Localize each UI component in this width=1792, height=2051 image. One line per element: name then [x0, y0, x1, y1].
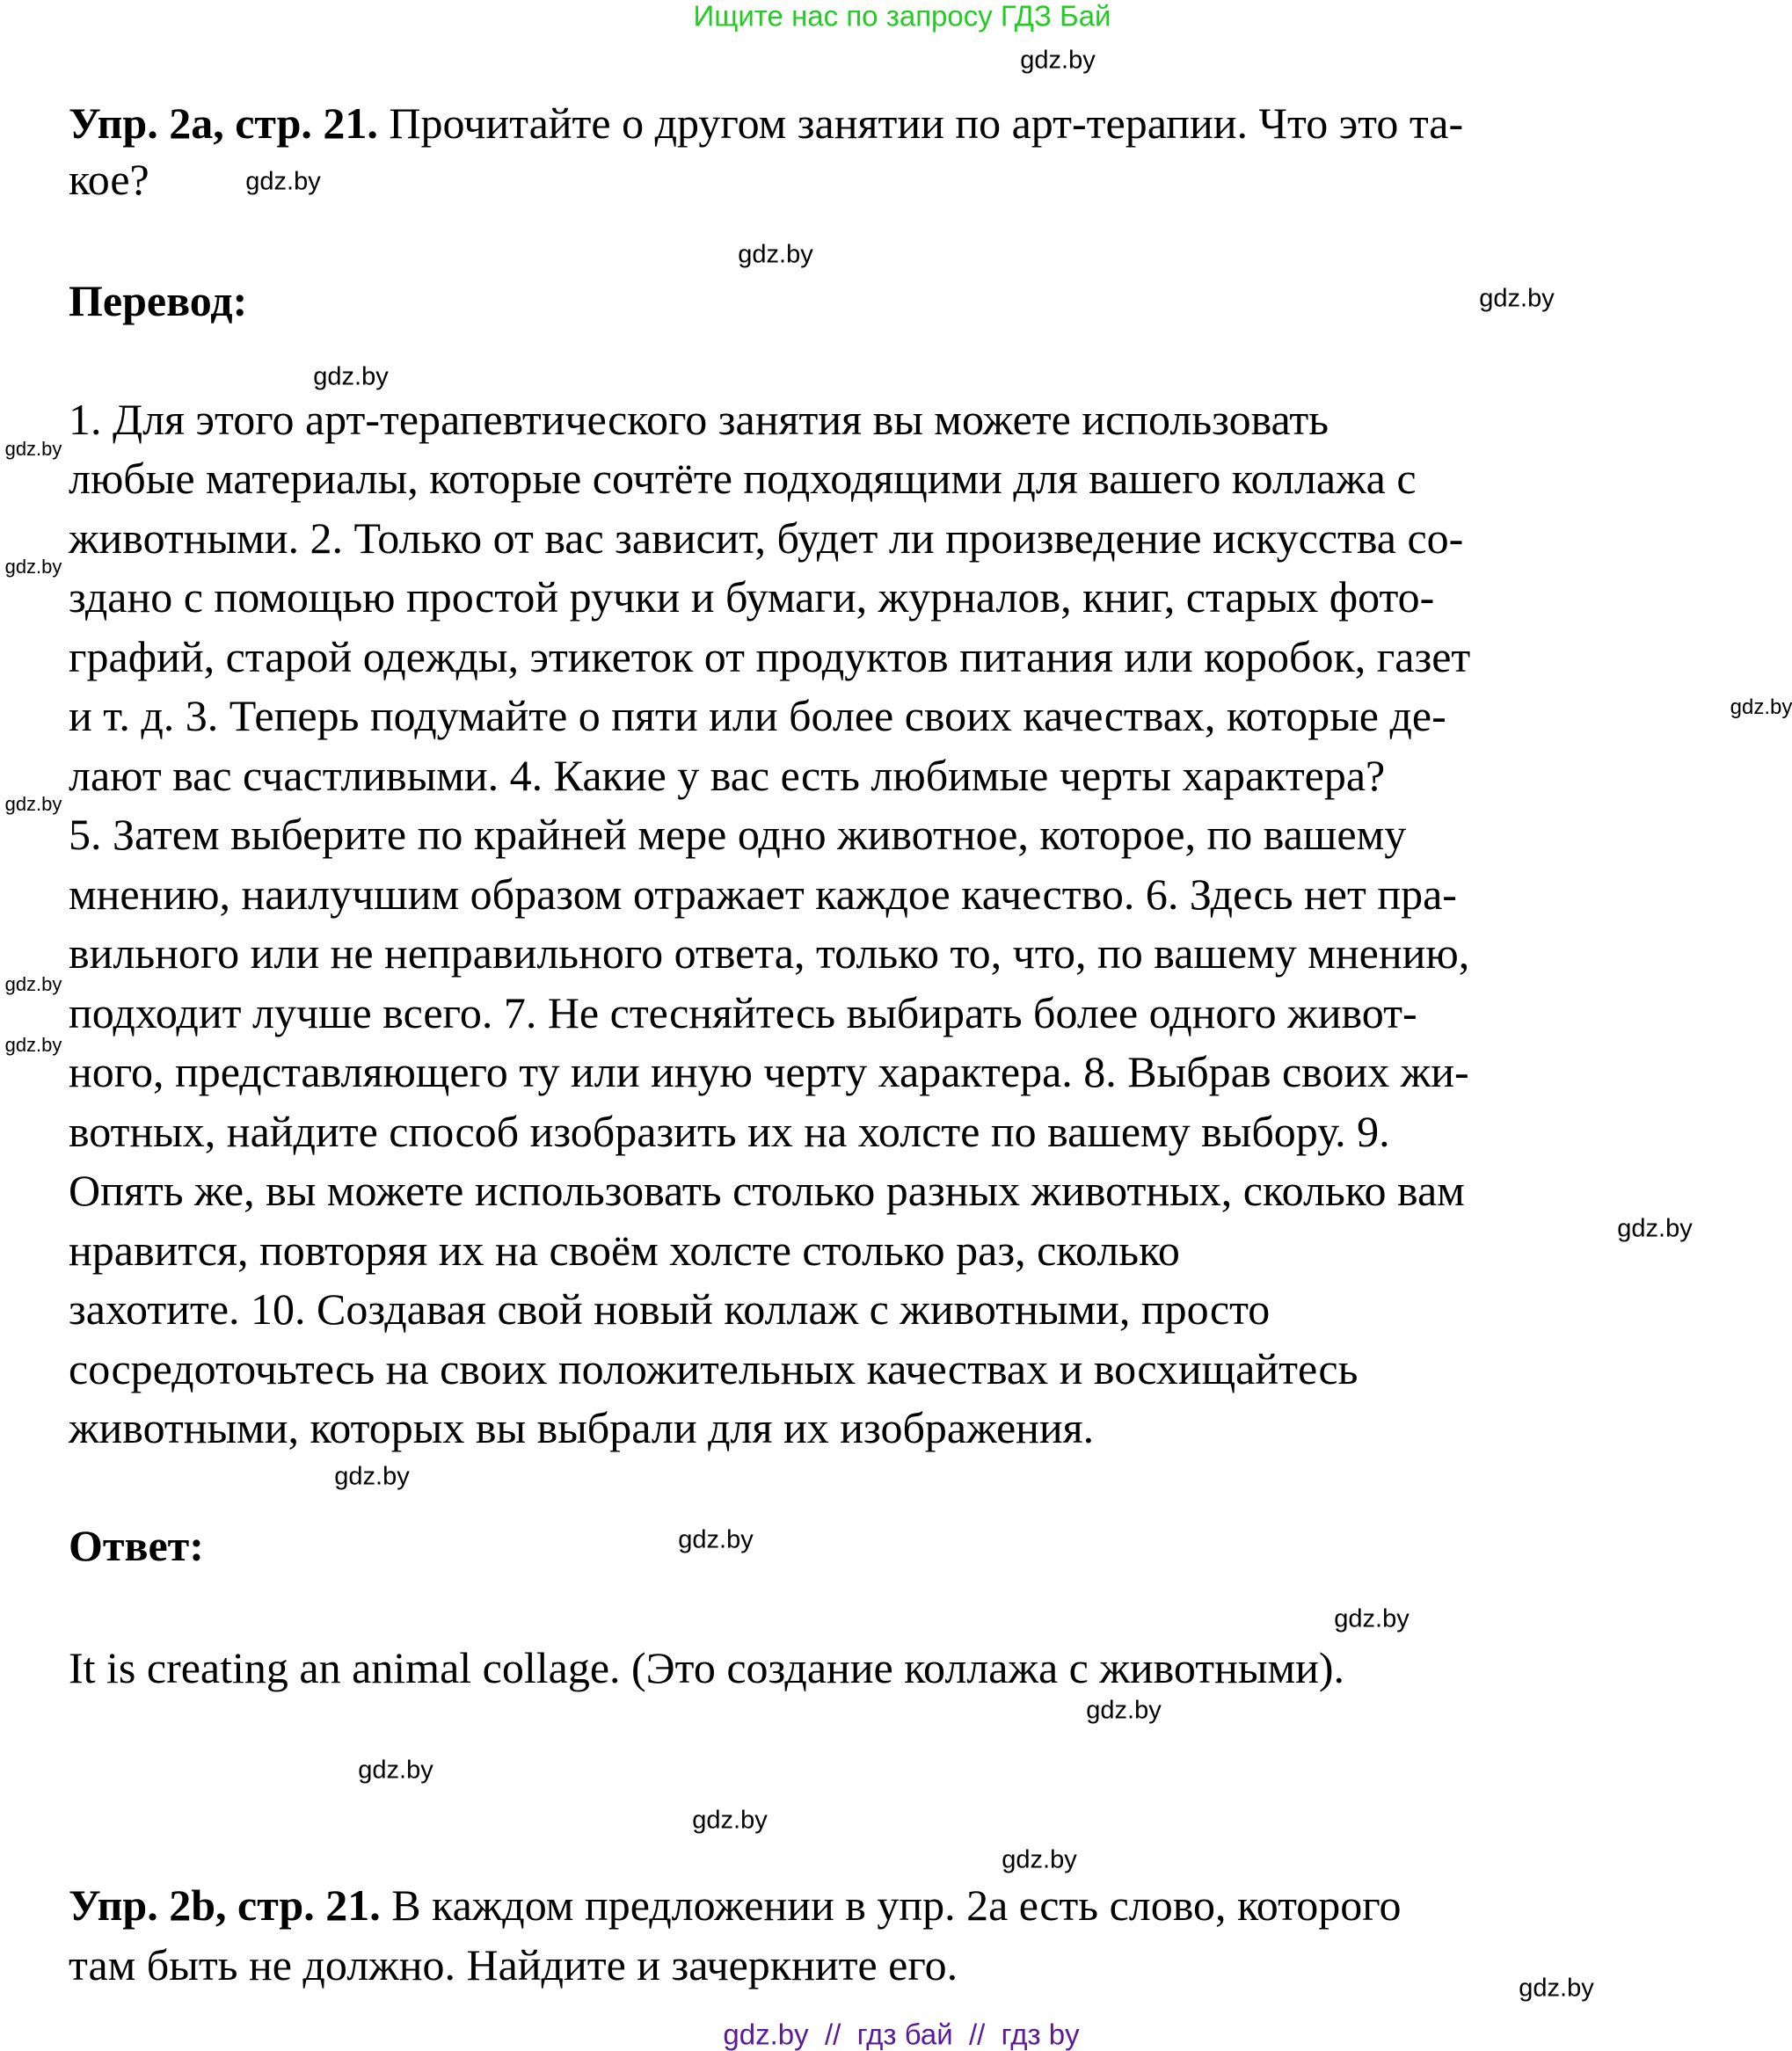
translation-line: здано с помощью простой ручки и бумаги, журналов, книг, старых фото- [69, 572, 1435, 622]
watermark: gdz.by [1020, 46, 1096, 75]
translation-line: животными. 2. Только от вас зависит, будет ли произведение искусства со- [69, 513, 1464, 563]
watermark: gdz.by [692, 1806, 768, 1835]
translation-line: сосредоточьтесь на своих положительных качествах и восхищайтесь [69, 1344, 1359, 1393]
watermark: gdz.by [4, 1034, 62, 1056]
translation-line: подходит лучше всего. 7. Не стесняйтесь выбирать более одного живот- [69, 988, 1417, 1037]
translation-line: 5. Затем выберите по крайней мере одно животное, которое, по вашему [69, 810, 1407, 859]
translation-line: вильного или не неправильного ответа, только то, что, по вашему мнению, [69, 928, 1470, 978]
translation-line: вотных, найдите способ изобразить их на холсте по вашему выбору. 9. [69, 1107, 1390, 1156]
watermark: gdz.by [1730, 695, 1792, 719]
watermark: gdz.by [1002, 1845, 1077, 1874]
translation-line: ного, представляющего ту или иную черту характера. 8. Выбрав своих жи- [69, 1047, 1469, 1096]
translation-line: лают вас счастливыми. 4. Какие у вас есть любимые черты характера? [69, 751, 1386, 800]
translation-line: и т. д. 3. Теперь подумайте о пяти или более своих качествах, которые де- [69, 691, 1446, 740]
exercise-2a-label: Упр. 2а, стр. 21. [69, 98, 378, 148]
translation-line: животными, которых вы выбрали для их изображения. [69, 1403, 1095, 1452]
translation-line: Опять же, вы можете использовать столько разных животных, сколько вам [69, 1166, 1465, 1215]
watermark: gdz.by [334, 1462, 410, 1491]
translation-line: любые материалы, которые сочтёте подходящими для вашего коллажа с [69, 454, 1417, 503]
translation-line: 1. Для этого арт-терапевтического занятия вы можете использовать [69, 395, 1329, 444]
exercise-2b-line-1 [69, 1882, 1402, 1928]
exercise-2a-line-1 [69, 100, 1463, 146]
watermark: gdz.by [1519, 1974, 1594, 2003]
translation-line: захотите. 10. Создавая свой новый коллаж с животными, просто [69, 1284, 1271, 1334]
watermark: gdz.by [678, 1525, 754, 1554]
watermark: gdz.by [1479, 284, 1555, 313]
exercise-2a-text: Прочитайте о другом занятии по арт-терапии. Что это та- [377, 98, 1464, 148]
translation-line: мнению, наилучшим образом отражает каждое качество. 6. Здесь нет пра- [69, 869, 1457, 919]
answer-heading: Ответ: [69, 1521, 204, 1570]
watermark: gdz.by [358, 1756, 433, 1785]
answer-text: It is creating an animal collage. (Это создание коллажа с животными). [69, 1643, 1345, 1692]
search-banner[interactable]: Ищите нас по запросу ГДЗ Бай [693, 0, 1111, 33]
translation-line: графий, старой одежды, этикеток от продуктов питания или коробок, газет [69, 632, 1471, 681]
watermark: gdz.by [4, 973, 62, 995]
watermark: gdz.by [245, 167, 321, 196]
translation-heading: Перевод: [69, 276, 248, 325]
watermark: gdz.by [1086, 1696, 1162, 1725]
footer-links[interactable]: gdz.by // гдз бай // гдз by [723, 2018, 1080, 2051]
watermark: gdz.by [738, 240, 813, 269]
watermark: gdz.by [4, 438, 62, 460]
translation-line: нравится, повторяя их на своём холсте столько раз, сколько [69, 1226, 1180, 1275]
exercise-2b-line-2: там быть не должно. Найдите и зачеркните его. [69, 1940, 958, 1989]
watermark: gdz.by [1334, 1604, 1410, 1633]
watermark: gdz.by [4, 793, 62, 815]
exercise-2a-line-2: кое? [69, 155, 149, 204]
watermark: gdz.by [4, 556, 62, 578]
exercise-2b-label: Упр. 2b, стр. 21. [69, 1880, 381, 1930]
watermark: gdz.by [313, 362, 389, 391]
exercise-2b-text: В каждом предложении в упр. 2а есть слово, которого [380, 1880, 1402, 1930]
watermark: gdz.by [1617, 1214, 1693, 1243]
